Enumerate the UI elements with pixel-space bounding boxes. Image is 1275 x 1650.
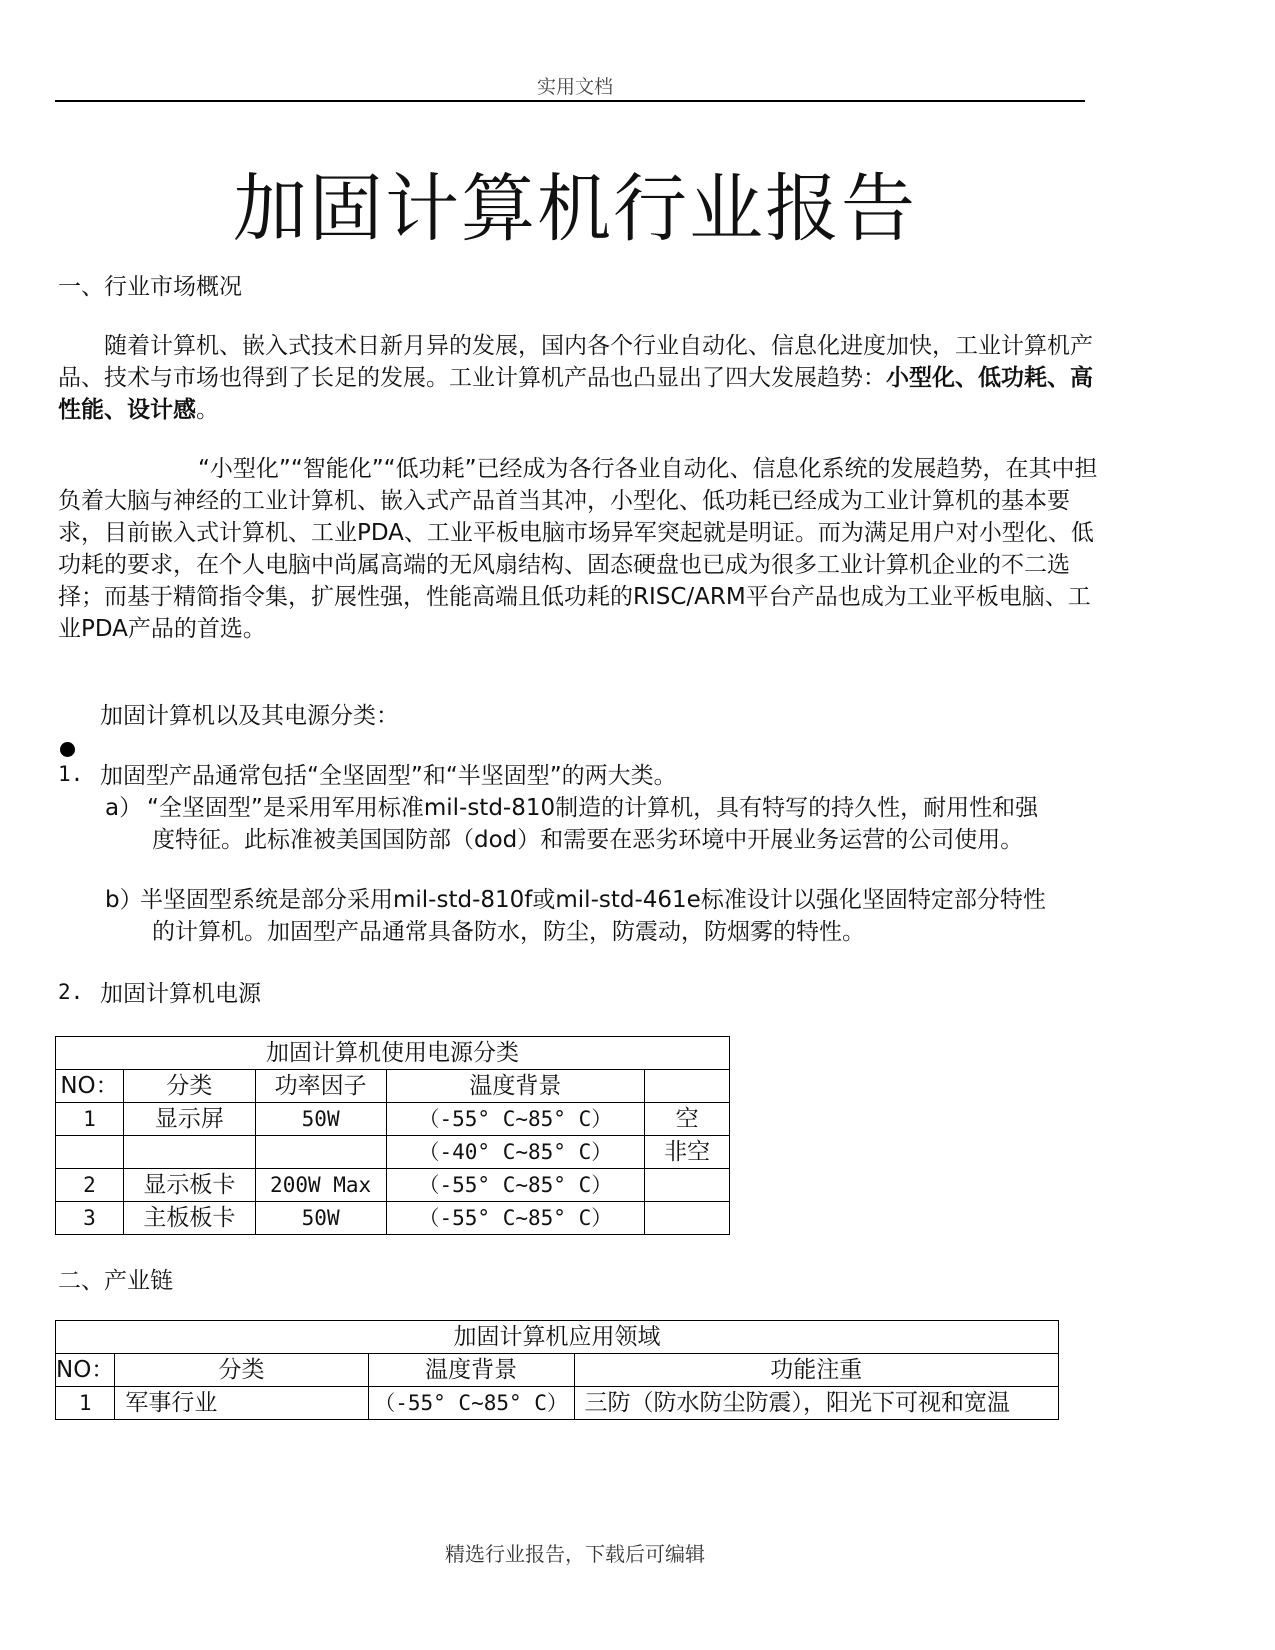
power-table-caption: 加固计算机使用电源分类 [56, 1037, 730, 1070]
table-cell [645, 1202, 730, 1235]
table-cell: （-55° C~85° C） [368, 1387, 574, 1420]
section1-heading: 一、行业市场概况 [58, 274, 242, 300]
table-cell: （-40° C~85° C） [386, 1136, 645, 1169]
table-row [56, 1202, 730, 1235]
paragraph-2: “小型化”“智能化”“低功耗”已经成为各行各业自动化、信息化系统的发展趋势，在其中担负着大脑与神经的工业计算机、嵌入式产品首当其冲，小型化、低功耗已经成为工业计算机的基本要求，目前嵌入式计算机、工业PDA、工业平板电脑市场异军突起就是明证。而为满足用户对小型化、低功耗的要求，在个人电脑中尚属高端的无风扇结构、固态硬盘也已成为很多工业计算机企业的不二选择；而基于精简指令集，扩展性强，性能高端且低功耗的RISC/ARM平台产品也成为工业平板电脑、工业PDA产品的首选。 [58, 456, 1098, 642]
application-table-caption: 加固计算机应用领域 [56, 1321, 1059, 1354]
sublist-b-text: 半坚固型系统是部分采用mil-std-810f或mil-std-461e标准设计以强化坚固特定部分特性的计算机。加固型产品通常具备防水，防尘，防震动，防烟雾的特性。 [140, 887, 1046, 945]
document-title: 加固计算机行业报告 [233, 166, 917, 252]
paragraph-1-text: 随着计算机、嵌入式技术日新月异的发展，国内各个行业自动化、信息化进度加快，工业计算机产品、技术与市场也得到了长足的发展。工业计算机产品也凸显出了四大发展趋势： [58, 333, 1093, 391]
bullet-icon [60, 742, 75, 757]
power-table [55, 1036, 730, 1235]
paragraph-1-end: 。 [196, 397, 219, 423]
header-cell: 功能注重 [574, 1354, 1058, 1387]
header-divider [55, 100, 1085, 102]
table-cell [645, 1169, 730, 1202]
application-table-header [56, 1354, 1059, 1387]
header-cell: 温度背景 [368, 1354, 574, 1387]
table-cell: 2 [56, 1169, 124, 1202]
header-cell [645, 1070, 730, 1103]
header-cell: 功率因子 [255, 1070, 386, 1103]
sublist-a-text: “全坚固型”是采用军用标准mil-std-810制造的计算机，具有特写的持久性，耐用性和强度特征。此标准被美国国防部（dod）和需要在恶劣环境中开展业务运营的公司使用。 [147, 795, 1039, 853]
table-cell: 显示屏 [123, 1103, 255, 1136]
sublist-b-label: b） [105, 887, 143, 913]
table-cell: 1 [56, 1387, 115, 1420]
table-row [56, 1169, 730, 1202]
table-cell: 显示板卡 [123, 1169, 255, 1202]
power-table-header [56, 1070, 730, 1103]
table-cell: 非空 [645, 1136, 730, 1169]
table-cell [56, 1136, 124, 1169]
table-cell: （-55° C~85° C） [386, 1103, 645, 1136]
table-cell: 三防（防水防尘防震），阳光下可视和宽温 [574, 1387, 1058, 1420]
header-cell: 温度背景 [386, 1070, 645, 1103]
table-cell [123, 1136, 255, 1169]
table-cell: 50W [255, 1103, 386, 1136]
list-num-1: 1. [58, 762, 84, 786]
table-cell: 主板板卡 [123, 1202, 255, 1235]
application-table [55, 1320, 1059, 1420]
section2-heading: 二、产业链 [58, 1268, 173, 1294]
table-cell [255, 1136, 386, 1169]
paragraph-1-bold: 小型化、低功耗、高性能、设计感 [58, 365, 1093, 423]
table-row [56, 1136, 730, 1169]
header-cell: NO： [56, 1070, 124, 1103]
header-cell: NO： [56, 1354, 115, 1387]
table-cell: 3 [56, 1202, 124, 1235]
table-cell: 200W Max [255, 1169, 386, 1202]
header-cell: 分类 [123, 1070, 255, 1103]
list-item-2: 加固计算机电源 [100, 981, 261, 1007]
sublist-a-label: a） [105, 795, 143, 821]
table-cell: 空 [645, 1103, 730, 1136]
table-cell: 1 [56, 1103, 124, 1136]
paragraph-1 [58, 330, 1103, 426]
bullet-text: 加固计算机以及其电源分类： [100, 703, 399, 729]
list-num-2: 2. [58, 980, 84, 1004]
table-cell: （-55° C~85° C） [386, 1169, 645, 1202]
page-footer: 精选行业报告，下载后可编辑 [445, 1542, 705, 1566]
page-header: 实用文档 [536, 76, 613, 98]
header-cell: 分类 [115, 1354, 368, 1387]
table-cell: 军事行业 [115, 1387, 368, 1420]
table-row [56, 1387, 1059, 1420]
table-row [56, 1103, 730, 1136]
table-cell: （-55° C~85° C） [386, 1202, 645, 1235]
table-cell: 50W [255, 1202, 386, 1235]
list-item-1: 加固型产品通常包括“全坚固型”和“半坚固型”的两大类。 [100, 763, 677, 789]
